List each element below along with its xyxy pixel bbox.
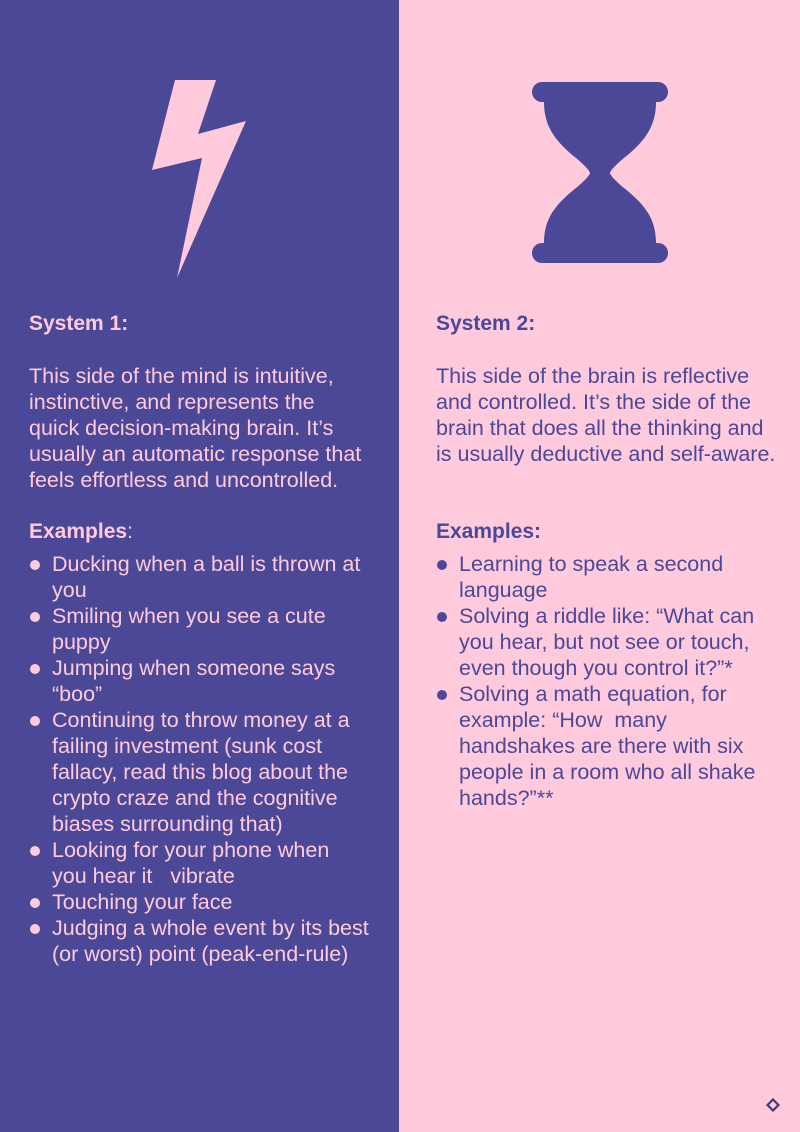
diamond-icon: [766, 1098, 780, 1112]
system1-examples-heading: [29, 519, 369, 545]
list-item: Continuing to throw money at a failing investment (sunk cost fallacy, read this blog about the crypto craze and the cognitive biases surrounding that): [29, 707, 369, 837]
system2-description: This side of the brain is reflective and controlled. It’s the side of the brain that does all the thinking and is usually deductive and self-aware.: [436, 364, 776, 466]
list-item: Learning to speak a second language: [436, 551, 776, 603]
list-item: Touching your face: [29, 889, 369, 915]
list-item: Looking for your phone when you hear it vibrate: [29, 837, 369, 889]
hourglass-icon: [532, 82, 668, 263]
list-item: Ducking when a ball is thrown at you: [29, 551, 369, 603]
system2-examples-list: [436, 551, 776, 811]
list-item: Solving a math equation, for example: “How many handshakes are there with six people in a room who all shake hands?”**: [436, 681, 776, 811]
system1-content: [29, 311, 369, 967]
list-item: Solving a riddle like: “What can you hear, but not see or touch, even though you control it?”*: [436, 603, 776, 681]
list-item: Judging a whole event by its best (or worst) point (peak-end-rule): [29, 915, 369, 967]
examples-colon: :: [127, 520, 133, 543]
system2-examples-heading: Examples:: [436, 520, 542, 543]
lightning-bolt-icon: [152, 80, 246, 278]
list-item: Jumping when someone says “boo”: [29, 655, 369, 707]
system1-examples-list: [29, 551, 369, 967]
system1-description: This side of the mind is intuitive, instinctive, and represents the quick decision-making brain. It’s usually an automatic response that feels effortless and uncontrolled.: [29, 364, 362, 492]
examples-label: Examples: [29, 520, 128, 543]
system1-title: System 1:: [29, 312, 129, 335]
system2-panel: [399, 0, 800, 1132]
list-item: Smiling when you see a cute puppy: [29, 603, 369, 655]
system2-content: [436, 311, 776, 811]
system1-panel: [0, 0, 399, 1132]
system2-title: System 2:: [436, 312, 536, 335]
